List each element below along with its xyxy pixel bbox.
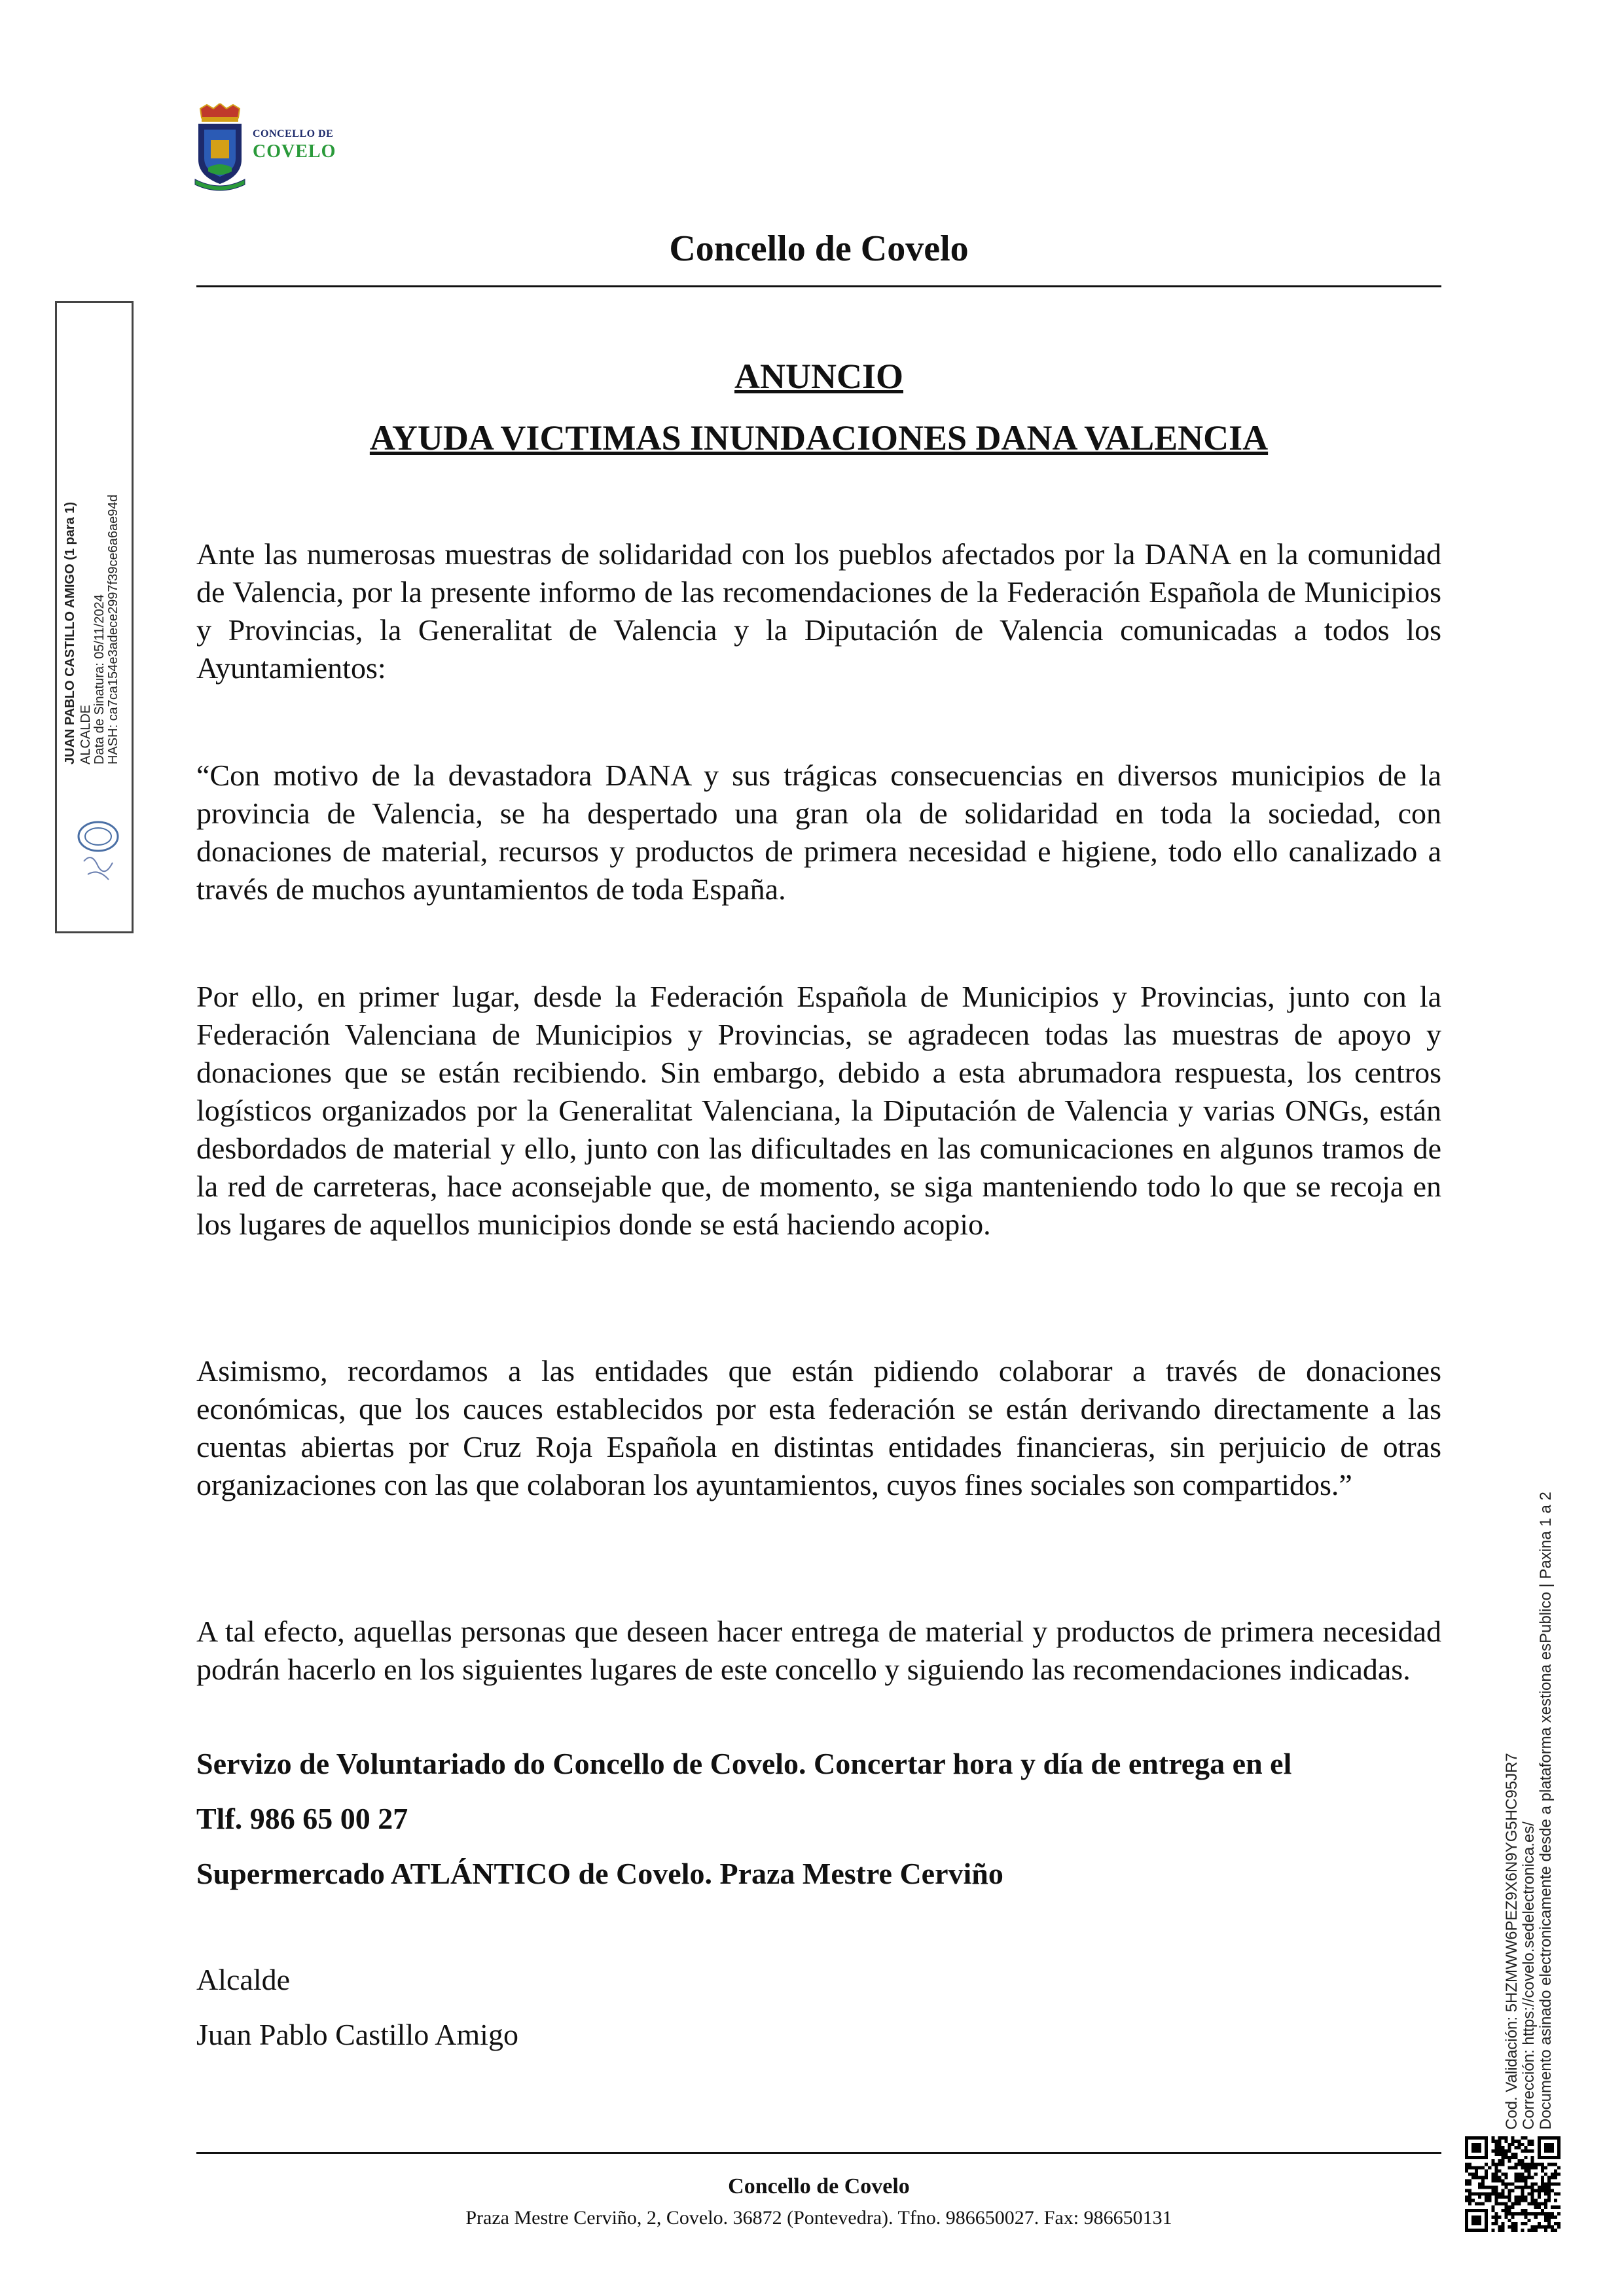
paragraph-quote-start: “Con motivo de la devastadora DANA y sus trágicas consecuencias en diversos municipios de la provincia de Valencia, se ha despertado una gran ola de solidaridad en toda la sociedad, con donaciones de material, recursos y productos de primera necesidad e higiene, todo ello canalizado a través de muchos ayuntamientos de toda España. [196, 759, 1441, 906]
signature-role: Alcalde [196, 1963, 291, 1996]
stamp-hash: HASH: ca7ca154e3adece2997f39ce6a6ae94d [106, 494, 120, 764]
seal-icon [72, 816, 124, 888]
announcement-title: ANUNCIO [734, 357, 903, 396]
stamp-signer-role: ALCALDE [79, 704, 93, 764]
footer-title: Concello de Covelo [728, 2174, 910, 2198]
footer-divider [196, 2152, 1441, 2154]
paragraph-delivery: A tal efecto, aquellas personas que deseen hacer entrega de material y productos de primera necesidad podrán hacerlo en los siguientes lugares de este concello y siguiendo las recomendaciones indicadas. [196, 1615, 1441, 1686]
logo-text-line2: COVELO [253, 141, 336, 162]
validation-platform-note: Documento asinado electronicamente desde a plataforma xestiona esPublico | Paxina 1 a 2 [1537, 1492, 1555, 2130]
paragraph-intro: Ante las numerosas muestras de solidaridad con los pueblos afectados por la DANA en la comunidad de Valencia, por la presente informo de las recomendaciones de la Federación Española de Municipios y Provincias, la Generalitat de Valencia y la Diputación de Valencia comunicadas a todos los Ayuntamientos: [196, 537, 1441, 685]
validation-url: Corrección: https://covelo.sedelectronica.es/ [1520, 1821, 1538, 2130]
paragraph-donations: Asimismo, recordamos a las entidades que están pidiendo colaborar a través de donaciones económicas, que los cauces establecidos por esta federación se están derivando directamente a las cuentas abiertas por Cruz Roja Española en distintas entidades financieras, sin perjuicio de otras organizaciones con las que colaboran los ayuntamientos, cuyos fines sociales son compartidos.” [196, 1354, 1441, 1501]
stamp-signer-name: JUAN PABLO CASTILLO AMIGO (1 para 1) [63, 501, 77, 764]
announcement-subtitle: AYUDA VICTIMAS INUNDACIONES DANA VALENCIA [369, 418, 1269, 457]
location-phone: Tlf. 986 65 00 27 [196, 1802, 408, 1835]
header-divider [196, 285, 1441, 287]
footer-address: Praza Mestre Cerviño, 2, Covelo. 36872 (Pontevedra). Tfno. 986650027. Fax: 986650131 [465, 2207, 1172, 2229]
stamp-signature-date: Data de Sinatura: 05/11/2024 [92, 594, 107, 764]
signature-name: Juan Pablo Castillo Amigo [196, 2018, 518, 2051]
location-supermarket: Supermercado ATLÁNTICO de Covelo. Praza Mestre Cerviño [196, 1857, 1003, 1890]
qr-code-icon [1465, 2136, 1561, 2232]
logo-text-line1: CONCELLO DE [253, 128, 334, 139]
location-volunteer-service: Servizo de Voluntariado do Concello de Covelo. Concertar hora y día de entrega en el [196, 1747, 1292, 1780]
header-title: Concello de Covelo [669, 228, 969, 269]
validation-code: Cod. Validación: 5HZMWW6PEZ9X6N9YG5HC95JR7 [1503, 1753, 1521, 2130]
paragraph-federation: Por ello, en primer lugar, desde la Federación Española de Municipios y Provincias, junto con la Federación Valenciana de Municipios y Provincias, se agradecen todas las muestras de apoyo y donaciones que se están recibiendo. Sin embargo, debido a esta abrumadora respuesta, los centros logísticos organizados por la Generalitat Valenciana, la Diputación de Valencia y varias ONGs, están desbordados de material y ello, junto con las dificultades en las comunicaciones en algunos tramos de la red de carreteras, hace aconsejable que, de momento, se siga manteniendo todo lo que se recoja en los lugares de aquellos municipios donde se está haciendo acopio. [196, 980, 1441, 1241]
